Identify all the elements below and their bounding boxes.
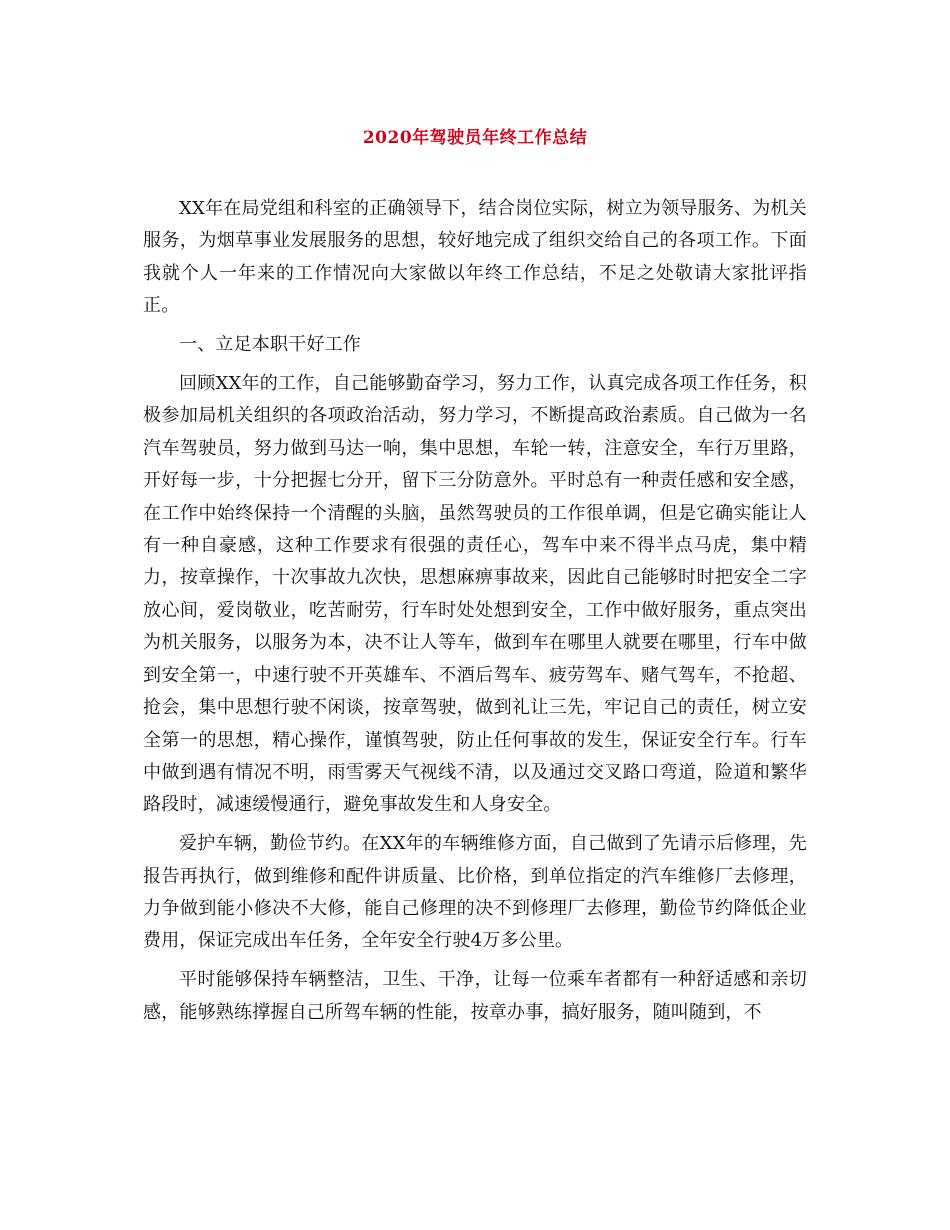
paragraph-work-review: 回顾XX年的工作，自己能够勤奋学习，努力工作，认真完成各项工作任务，积极参加局机关组织的各项政治活动，努力学习，不断提高政治素质。自己做为一名汽车驾驶员，努力做到马达一响，集中思想，车轮一转，注意安全，车行万里路，开好每一步，十分把握七分开，留下三分防意外。平时总有一种责任感和安全感，在工作中始终保持一个清醒的头脑，虽然驾驶员的工作很单调，但是它确实能让人有一种自豪感，这种工作要求有很强的责任心，驾车中来不得半点马虎，集中精力，按章操作，十次事故九次快，思想麻痹事故来，因此自己能够时时把安全二字放心间，爱岗敬业，吃苦耐劳，行车时处处想到安全，工作中做好服务，重点突出为机关服务，以服务为本，决不让人等车，做到车在哪里人就要在哪里，行车中做到安全第一，中速行驶不开英雄车、不酒后驾车、疲劳驾车、赌气驾车，不抢超、抢会，集中思想行驶不闲谈，按章驾驶，做到礼让三先，牢记自己的责任，树立安全第一的思想，精心操作，谨慎驾驶，防止任何事故的发生，保证安全行车。行车中做到遇有情况不明，雨雪雾天气视线不清，以及通过交叉路口弯道，险道和繁华路段时，减速缓慢通行，避免事故发生和人身安全。	[143, 373, 807, 816]
paragraph-vehicle-cleanliness: 平时能够保持车辆整洁，卫生、干净，让每一位乘车者都有一种舒适感和亲切感，能够熟练撑握自己所驾车辆的性能，按章办事，搞好服务，随叫随到，不	[143, 969, 807, 1023]
paragraph-vehicle-care: 爱护车辆，勤俭节约。在XX年的车辆维修方面，自己做到了先请示后修理，先报告再执行，做到维修和配件讲质量、比价格，到单位指定的汽车维修厂去修理，力争做到能小修决不大修，能自己修理的决不到修理厂去修理，勤俭节约降低企业费用，保证完成出车任务，全年安全行驶4万多公里。	[143, 833, 807, 952]
document-title: 2020年驾驶员年终工作总结	[362, 128, 588, 148]
section-heading: 一、立足本职干好工作	[179, 334, 361, 356]
document-body	[143, 193, 807, 1036]
paragraph-intro: XX年在局党组和科室的正确领导下，结合岗位实际，树立为领导服务、为机关服务，为烟草事业发展服务的思想，较好地完成了组织交给自己的各项工作。下面我就个人一年来的工作情况向大家做以年终工作总结，不足之处敬请大家批评指正。	[143, 198, 807, 317]
